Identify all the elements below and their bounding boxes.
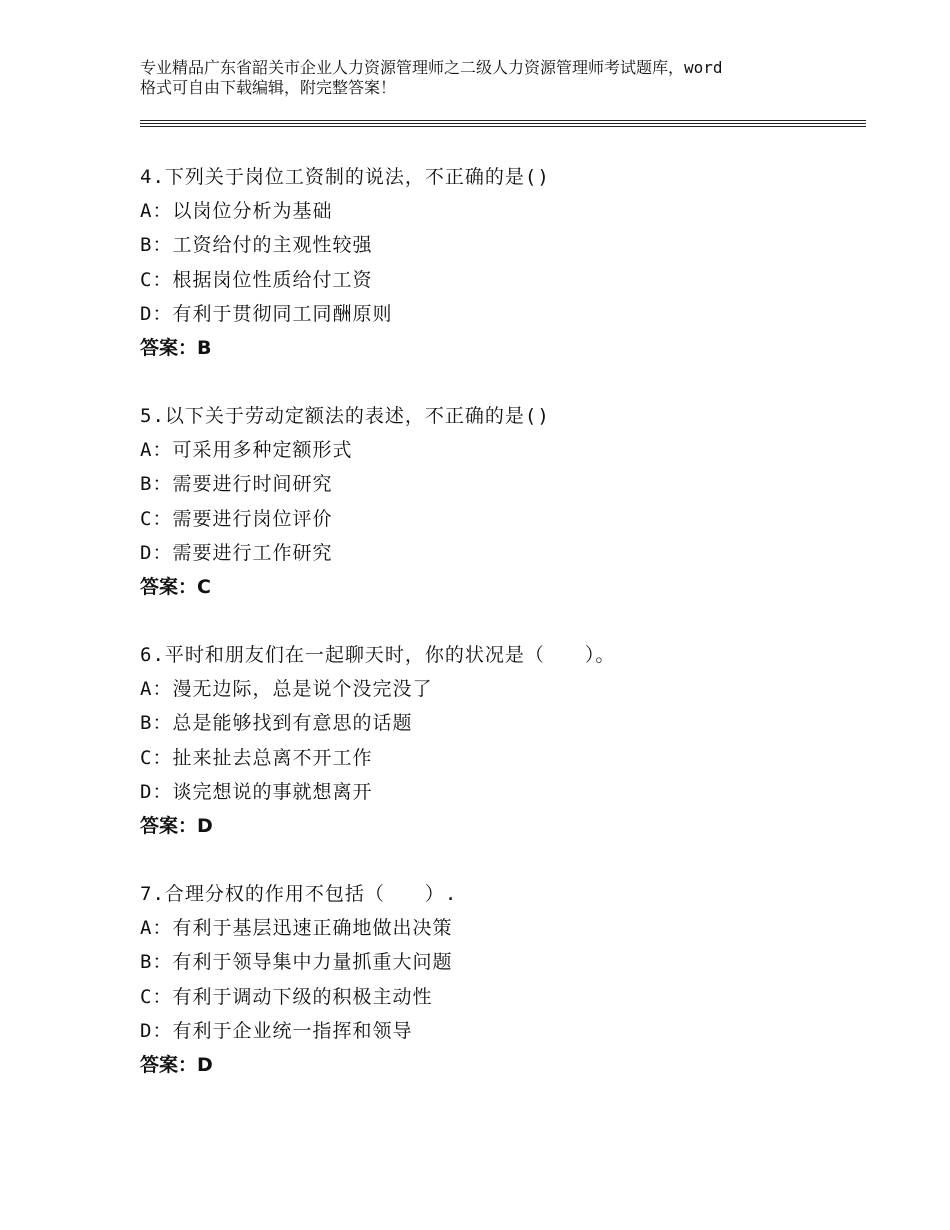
- option-b: B：需要进行时间研究: [140, 473, 333, 496]
- option-a: A：可采用多种定额形式: [140, 439, 353, 462]
- header-divider: [140, 126, 866, 127]
- option-c: C：需要进行岗位评价: [140, 507, 333, 530]
- header-line-2: 格式可自由下载编辑，附完整答案！: [140, 78, 397, 97]
- answer: 答案：D: [140, 814, 213, 837]
- question-stem: 6.平时和朋友们在一起聊天时，你的状况是（ ）。: [140, 644, 616, 666]
- answer: 答案：B: [140, 336, 212, 359]
- option-b: B：总是能够找到有意思的话题: [140, 712, 413, 735]
- header-divider: [140, 123, 866, 124]
- question-stem: 7.合理分权的作用不包括（ ）.: [140, 883, 458, 905]
- question-4: [140, 160, 860, 365]
- option-a: A：有利于基层迅速正确地做出决策: [140, 917, 453, 940]
- header-divider: [140, 120, 866, 121]
- option-c: C：有利于调动下级的积极主动性: [140, 985, 433, 1008]
- option-d: D：谈完想说的事就想离开: [140, 780, 373, 803]
- question-stem: 4.下列关于岗位工资制的说法，不正确的是(): [140, 166, 550, 188]
- option-a: A：漫无边际，总是说个没完没了: [140, 678, 433, 701]
- question-5: [140, 399, 860, 604]
- option-c: C：根据岗位性质给付工资: [140, 268, 373, 291]
- question-7: [140, 877, 860, 1082]
- answer: 答案：D: [140, 1053, 213, 1076]
- document-header: [140, 58, 840, 98]
- question-6: [140, 638, 860, 843]
- option-b: B：工资给付的主观性较强: [140, 234, 373, 257]
- option-b: B：有利于领导集中力量抓重大问题: [140, 951, 453, 974]
- option-d: D：有利于企业统一指挥和领导: [140, 1019, 413, 1042]
- option-a: A：以岗位分析为基础: [140, 200, 333, 223]
- header-line-1: 专业精品广东省韶关市企业人力资源管理师之二级人力资源管理师考试题库，word: [140, 58, 723, 77]
- answer: 答案：C: [140, 575, 211, 598]
- option-d: D：有利于贯彻同工同酬原则: [140, 302, 393, 325]
- option-c: C：扯来扯去总离不开工作: [140, 746, 373, 769]
- option-d: D：需要进行工作研究: [140, 541, 333, 564]
- question-stem: 5.以下关于劳动定额法的表述，不正确的是(): [140, 405, 550, 427]
